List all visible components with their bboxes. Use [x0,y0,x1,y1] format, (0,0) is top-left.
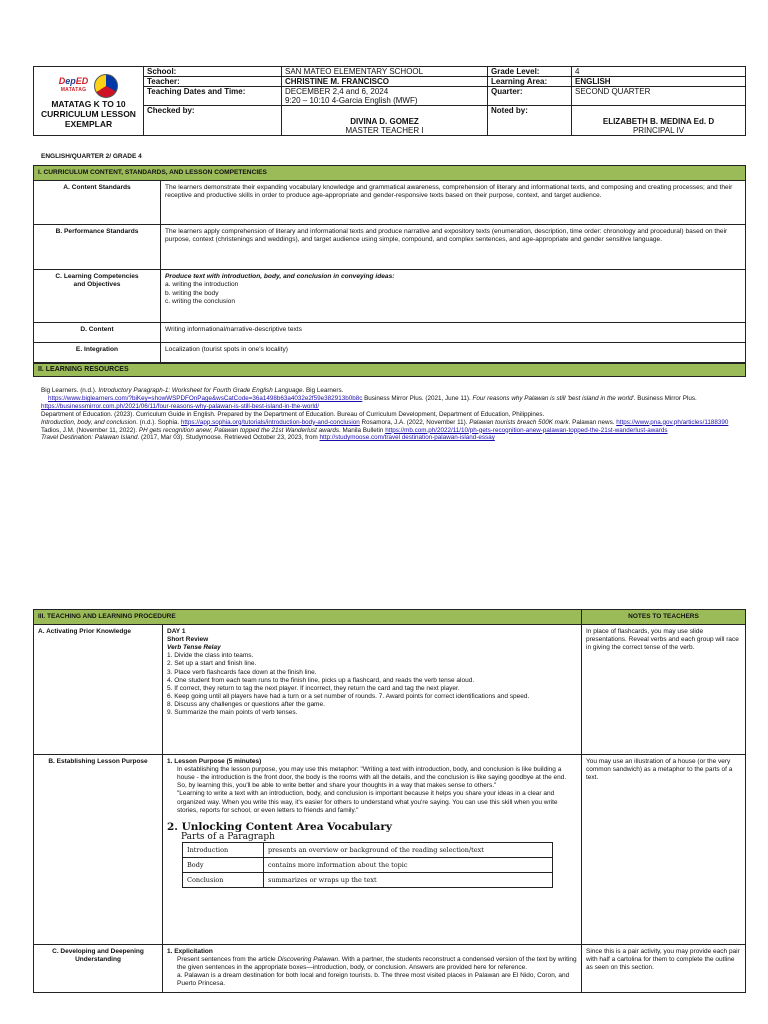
integration-label: E. Integration [34,343,161,363]
vocab-title: 2. Unlocking Content Area Vocabulary [167,820,392,833]
reference-text: . Manila Bulletin [338,426,386,434]
reference-link[interactable]: https://businessmirror.com.ph/2021/06/11/four-reasons-why-palawan-is-still-best-island-in-the-world/ [41,402,320,410]
competency-main: Produce text with introduction, body, and conclusion in conveying ideas: [165,273,395,281]
dates-line-1: DECEMBER 2,4 and 6, 2024 [285,87,389,96]
explicitation-paragraph-2: a. Palawan is a dream destination for both local and foreign tourists. b. The three most visited places in Palawan are El Nido, Coron, and Puerto Princesa. [177,972,570,988]
checked-role: MASTER TEACHER I [345,126,424,135]
reference-text: . Business Mirror Plus. [633,394,697,402]
developing-label: C. Developing and Deepening Understanding [34,945,163,992]
checked-label: Checked by: [144,106,282,136]
reference-text: . Big Learners. [302,387,344,394]
list-item: 3. Place verb flashcards face down at the finish line. [167,668,317,676]
area-label: Learning Area: [488,77,572,87]
vocab-term: Body [183,858,264,873]
dates-value [282,87,488,106]
vocab-definition: presents an overview or background of the reading selection/text [264,842,553,857]
reference-link[interactable]: https://app.sophia.org/tutorials/introduction-body-and-conclusion [180,418,360,426]
reference-link[interactable]: http://studymoose.com/travel destination-palawan-island-essay [319,434,495,442]
competency-b: b. writing the body [165,289,219,297]
reference-1 [41,387,741,411]
performance-standards-label: B. Performance Standards [34,225,161,270]
noted-value [572,106,746,136]
document-subtitle: ENGLISH/QUARTER 2/ GRADE 4 [41,153,142,160]
purpose-title: 1. Lesson Purpose (5 minutes) [167,758,262,766]
list-item: 9. Summarize the main points of verb tenses. [167,709,298,717]
quarter-value: SECOND QUARTER [572,87,746,106]
developing-content [163,945,582,992]
checked-value [282,106,488,136]
area-value: ENGLISH [572,77,746,87]
competency-c: c. writing the conclusion [165,297,236,305]
competencies-label [34,270,161,323]
noted-label: Noted by: [488,106,572,136]
references [41,387,741,442]
matatag-logo: MATATAG [60,87,87,93]
activating-content [163,625,582,755]
reference-text: . (n.d.). Sophia. [136,418,181,426]
reference-title: Introduction, body, and conclusion [41,418,137,426]
reference-text: Business Mirror Plus. (2021, June 11). [362,394,473,402]
list-item: 1. Divide the class into teams. [167,652,254,660]
teacher-label: Teacher: [144,77,282,87]
explicitation-paragraph-1 [167,956,577,972]
table-row [183,873,553,888]
reference-4 [41,434,741,442]
reference-title: Palawan tourists breach 500K mark [469,418,569,426]
article-title: Discovering Palawan [277,956,339,964]
explicitation-text: Present sentences from the article [177,956,278,964]
purpose-paragraph-1: In establishing the lesson purpose, you may use this metaphor: "Writing a text with introduction, body, and conclusion is like building a house - the introduction is the front door, the body is the rooms with all the details, and the conclusion is like saying goodbye at the end. So, by learning this, you'll be able to write better and share your thoughts in a way that makes sense to others." [177,766,567,790]
noted-name: ELIZABETH B. MEDINA Ed. D [602,117,715,126]
content-text: Writing informational/narrative-descriptive texts [161,323,746,343]
competency-a: a. writing the introduction [165,281,239,289]
quarter-label: Quarter: [488,87,572,106]
grade-label: Grade Level: [488,67,572,77]
vocab-subtitle: Parts of a Paragraph [181,831,275,842]
content-standards-label: A. Content Standards [34,181,161,225]
reference-2: Department of Education. (2023). Curriculum Guide in English. Prepared by the Department of Education. Bureau of Curriculum Development, Department of Education, Philippines. [41,410,545,418]
dates-line-2: 9:20 – 10:10 4-Garcia English (MWF) [285,96,418,105]
deped-logo [59,77,89,95]
activating-note: In place of flashcards, you may use slide presentations. Reveal verbs and each group will race in giving the correct tense of the verb. [582,625,746,755]
reference-link[interactable]: https://www.pna.gov.ph/articles/1188390 [616,418,729,426]
relay-steps [167,652,577,717]
logos [36,73,141,99]
reference-text: Rosamora, J.A. (2022, November 11). [359,418,470,426]
list-item: 4. One student from each team runs to the finish line, picks up a flashcard, and reads the verb tense aloud. [167,676,475,684]
header-table [33,66,746,136]
reference-text: Tadios, J.M. (November 11, 2022). [41,426,139,434]
reference-title: Travel Destination: Palawan Island [41,434,138,442]
vocab-table [182,842,553,888]
table-row [183,842,553,857]
purpose-paragraph-2: "Learning to write a text with an introduction, body, and conclusion is important because it helps you share your ideas in a clear and organized way. When you write this way, it's easier for others to understand what you're saying. You can use this skill when you write stories, reports for school, or even letters to friends and family." [177,790,558,814]
explicitation-title: 1. Explicitation [167,948,213,956]
school-label: School: [144,67,282,77]
performance-standards-text: The learners apply comprehension of literary and informational texts and produce narrative and expository texts (enumeration, description, time order: chronology and procedural) based on their purpose, context (christenings and weddings), and target audience using simple, compound, and complex sentences, and age-appropriate and gender sensitive language. [161,225,746,270]
vocab-definition: summarizes or wraps up the text [264,873,553,888]
school-value: SAN MATEO ELEMENTARY SCHOOL [282,67,488,77]
list-item: 2. Set up a start and finish line. [167,660,257,668]
list-item: 5. If correct, they return to tag the next player. If incorrect, they return the card and tag the next player. [167,684,460,692]
table-row [183,858,553,873]
competencies-label-line-1: C. Learning Competencies [55,273,139,281]
section-3-heading: III. TEACHING AND LEARNING PROCEDURE [34,610,582,625]
deped-logo-letters: ep [65,76,76,86]
section-1-heading: I. CURRICULUM CONTENT, STANDARDS, AND LESSON COMPETENCIES [34,166,746,181]
procedure-table [33,609,746,993]
reference-title: Introductory Paragraph-1: Worksheet for Fourth Grade English Language [98,387,303,394]
reference-title: Four reasons why Palawan is still 'best island in the world' [472,394,634,402]
purpose-note: You may use an illustration of a house (or the very common sandwich) as a metaphor to the parts of a text. [582,755,746,945]
reference-link[interactable]: https://www.biglearners.com/?biKey=showWSPDFOnPage&wsCatCode=36a1498b63a4032e2f59e382913b0b8c [48,394,363,402]
purpose-label: B. Establishing Lesson Purpose [34,755,163,945]
reference-text: Big Learners. (n.d.). [41,387,99,394]
short-review-label: Short Review [167,636,209,644]
list-item: 6. Keep going until all players have had a turn or a set number of rounds. 7. Award points for correct identifications and speed. [167,692,530,700]
explicitation-text: . With a partner, the students reconstruct a condensed version of the text by writing the given sentences in the appropriate boxes—introduction, body, or conclusion. Answers are provided here for reference. [177,956,577,972]
logo-cell [34,67,144,136]
dates-label: Teaching Dates and Time: [144,87,282,106]
teacher-value: CHRISTINE M. FRANCISCO [282,77,488,87]
reference-text: . (2017, Mar 03). Studymoose. Retrieved October 23, 2023, from [137,434,320,442]
relay-title: Verb Tense Relay [167,644,221,652]
vocab-term: Introduction [183,842,264,857]
integration-text: Localization (tourist spots in one's locality) [161,343,746,363]
deped-logo-letter: D [58,76,66,86]
list-item: 8. Discuss any challenges or questions after the game. [167,700,325,708]
reference-3 [41,419,741,435]
exemplar-title: MATATAG K TO 10 CURRICULUM LESSON EXEMPLAR [41,99,136,129]
competencies-label-line-2: and Objectives [73,281,121,289]
vocab-term: Conclusion [183,873,264,888]
competencies-text [161,270,746,323]
grade-value: 4 [572,67,746,77]
content-label: D. Content [34,323,161,343]
reference-text: . Palawan news. [568,418,615,426]
deped-logo-letters-2: ED [75,76,89,86]
developing-note: Since this is a pair activity, you may provide each pair with half a cartolina for them to complete the outline as seen on this section. [582,945,746,992]
curriculum-table [33,165,746,363]
content-standards-text: The learners demonstrate their expanding vocabulary knowledge and grammatical awareness, comprehension of literary and informational texts, and composing and creating processes; and their receptive and productive skills in order to produce age-appropriate and gender-responsive texts based on their purpose, context, and target audience. [161,181,746,225]
activating-label: A. Activating Prior Knowledge [34,625,163,755]
reference-title: PH gets recognition anew; Palawan topped the 21st Wanderlust awards [138,426,339,434]
checked-name: DIVINA D. GOMEZ [350,117,419,126]
notes-heading: NOTES TO TEACHERS [582,610,746,625]
vocab-definition: contains more information about the topic [264,858,553,873]
section-2-heading: II. LEARNING RESOURCES [34,364,746,377]
resources-table [33,363,746,377]
day-label: DAY 1 [167,628,186,636]
philippine-seal-icon [94,74,118,98]
noted-role: PRINCIPAL IV [632,126,685,135]
purpose-content [163,755,582,945]
reference-link[interactable]: https://mb.com.ph/2022/11/10/ph-gets-recognition-anew-palawan-topped-the-21st-wanderlust-awards [385,426,668,434]
